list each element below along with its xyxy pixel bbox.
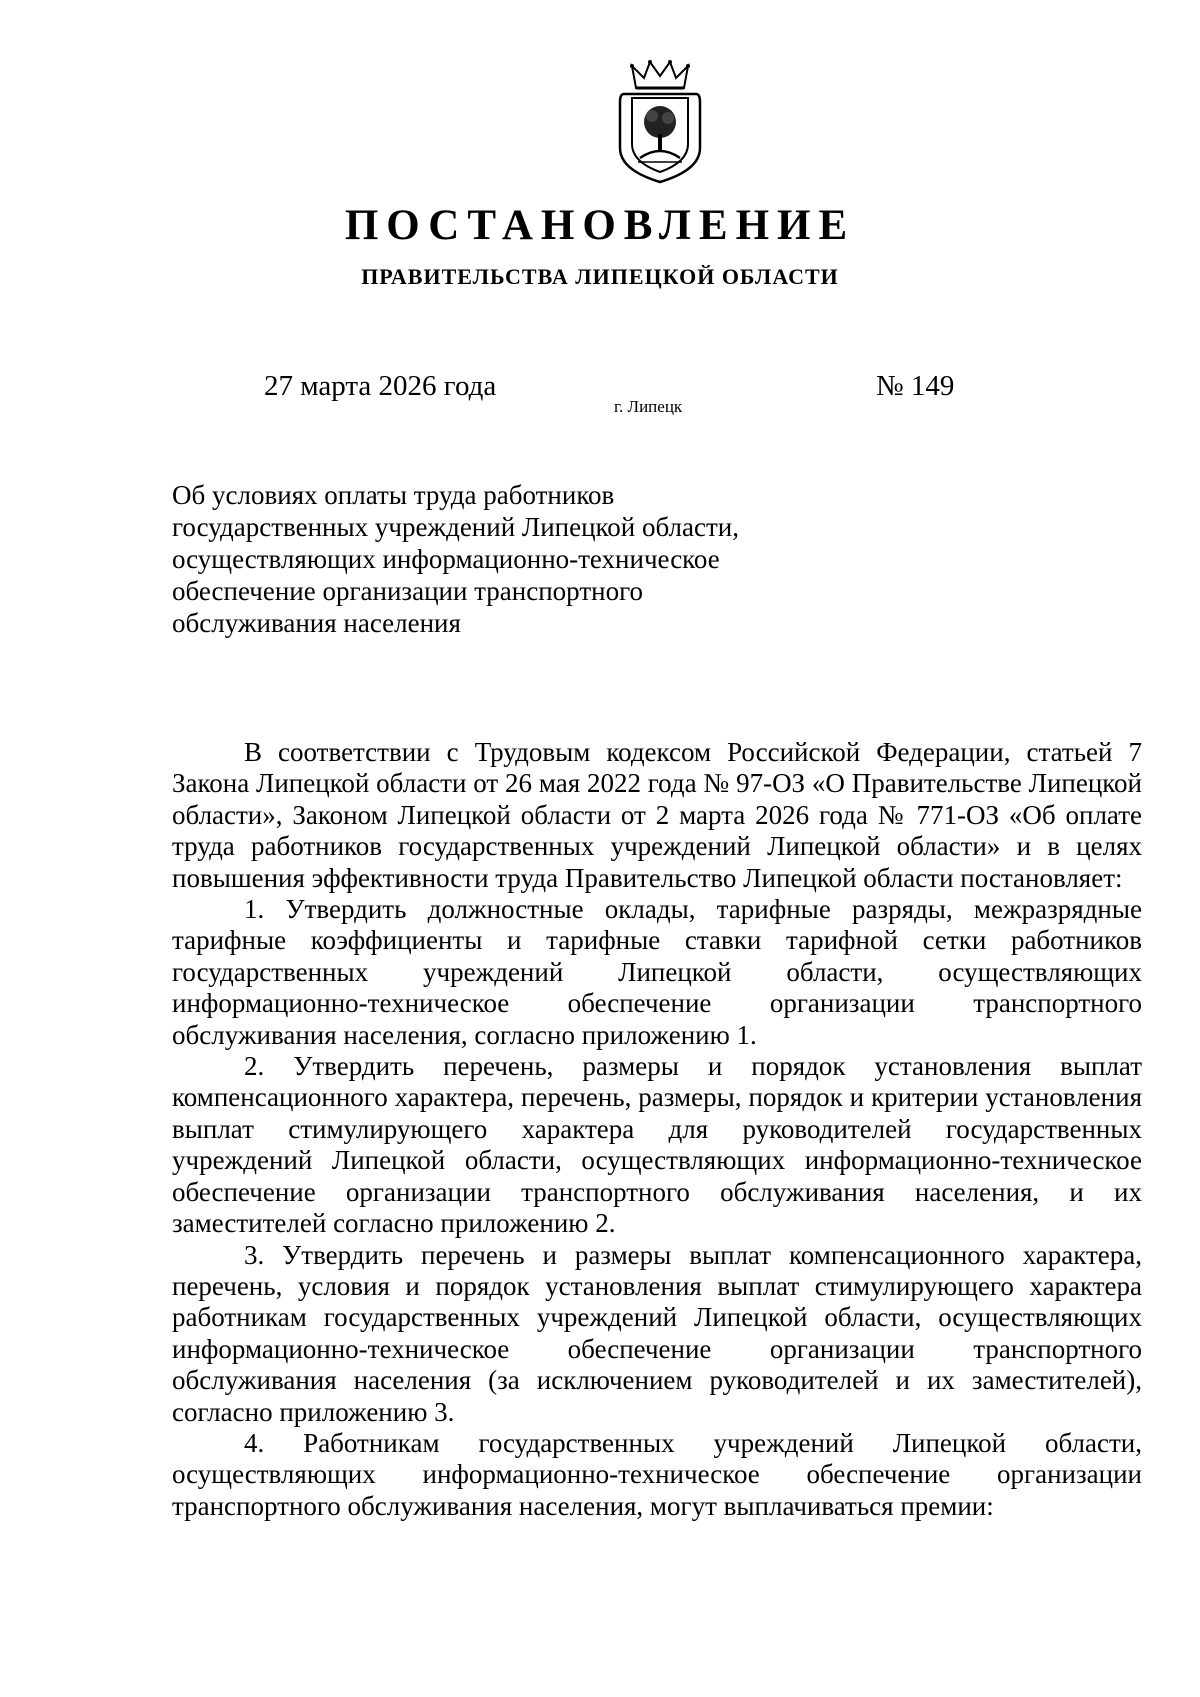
document-issuer: ПРАВИТЕЛЬСТВА ЛИПЕЦКОЙ ОБЛАСТИ (361, 264, 839, 289)
heading-line: осуществляющих информационно-техническое (172, 544, 720, 574)
clause-2: 2. Утвердить перечень, размеры и порядок установления выплат компенсационного характера, перечень, размеры, порядок и критерии установления выплат стимулирующего характера для руководителей государственных учреждений Липецкой области, осуществляющих информационно-техническое обеспечение организации транспортного обслуживания населения, и их заместителей согласно приложению 2. (172, 1051, 1142, 1239)
heading-line: обслуживания населения (172, 608, 461, 638)
document-heading (172, 479, 792, 639)
heading-line: Об условиях оплаты труда работников (172, 480, 615, 510)
document-title: ПОСТАНОВЛЕНИЕ (344, 202, 856, 249)
document-body (172, 737, 1142, 1522)
coat-of-arms-icon (614, 58, 706, 186)
clause-4: 4. Работникам государственных учреждений Липецкой области, осуществляющих информационно-техническое обеспечение организации транспортного обслуживания населения, могут выплачиваться премии: (172, 1427, 1142, 1521)
heading-line: государственных учреждений Липецкой области, (172, 512, 739, 542)
heading-line: обеспечение организации транспортного (172, 576, 643, 606)
clause-3: 3. Утвердить перечень и размеры выплат компенсационного характера, перечень, условия и порядок установления выплат стимулирующего характера работникам государственных учреждений Липецкой области, осуществляющих информационно-техническое обеспечение организации транспортного обслуживания населения (за исключением руководителей и их заместителей), согласно приложению 3. (172, 1239, 1142, 1427)
clause-1: 1. Утвердить должностные оклады, тарифные разряды, межразрядные тарифные коэффициенты и тарифные ставки тарифной сетки работников государственных учреждений Липецкой области, осуществляющих информационно-техническое обеспечение организации транспортного обслуживания населения, согласно приложению 1. (172, 894, 1142, 1050)
document-city: г. Липецк (614, 397, 683, 416)
document-date: 27 марта 2026 года (264, 370, 497, 402)
preamble-paragraph: В соответствии с Трудовым кодексом Российской Федерации, статьей 7 Закона Липецкой области от 26 мая 2022 года № 97-ОЗ «О Правительстве Липецкой области», Законом Липецкой области от 2 марта 2026 года № 771-ОЗ «Об оплате труда работников государственных учреждений Липецкой области» и в целях повышения эффективности труда Правительство Липецкой области постановляет: (172, 737, 1142, 893)
document-number: № 149 (876, 370, 955, 402)
